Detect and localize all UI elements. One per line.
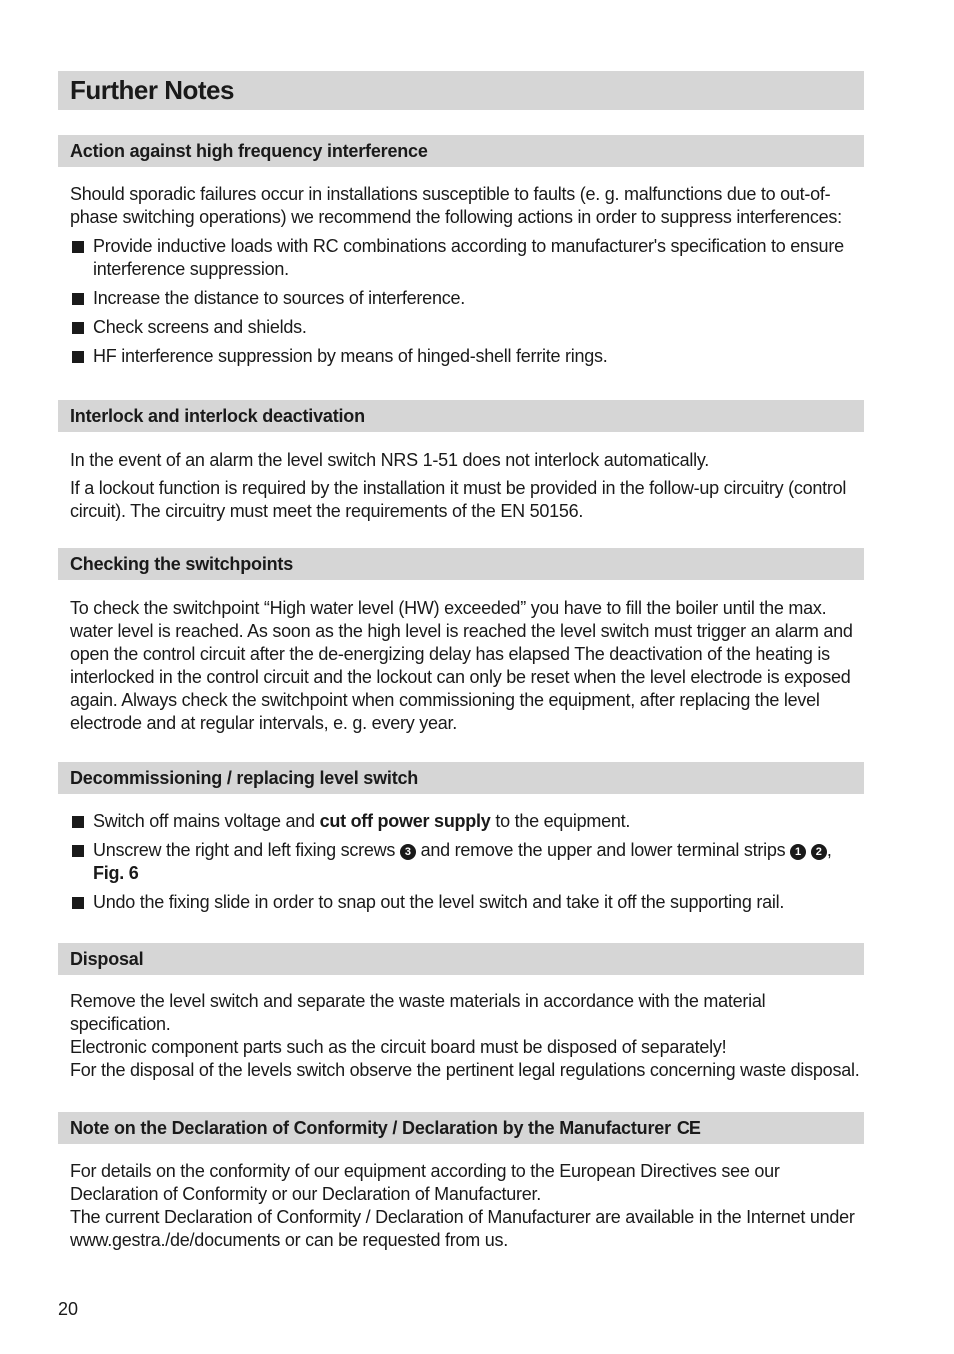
decommission-bullet-item xyxy=(70,810,860,833)
hf-bullet-item xyxy=(70,316,860,339)
disposal-paragraph-3: For the disposal of the levels switch observe the pertinent legal regulations concerning waste disposal. xyxy=(70,1060,860,1080)
disposal-paragraph-2: Electronic component parts such as the circuit board must be disposed of separately! xyxy=(70,1037,727,1057)
hf-bullet-item xyxy=(70,287,860,310)
hf-intro-paragraph: Should sporadic failures occur in installations susceptible to faults (e. g. malfunctions due to out-of-phase switching operations) we recommend the following actions in order to suppress interferences: xyxy=(70,184,842,227)
bullet-text: Switch off mains voltage and xyxy=(93,811,320,831)
decommission-bullet-item xyxy=(70,891,860,914)
section-heading-interlock: Interlock and interlock deactivation xyxy=(58,400,864,432)
conformity-paragraph-1: For details on the conformity of our equipment according to the European Directives see our Declaration of Conformity or our Declaration of Manufacturer. xyxy=(70,1161,780,1204)
item-number-3-icon: 3 xyxy=(400,844,416,860)
hf-bullet-item xyxy=(70,345,860,368)
square-bullet-icon xyxy=(72,845,84,857)
bullet-text: Undo the fixing slide in order to snap out the level switch and take it off the supporting rail. xyxy=(93,892,785,912)
section-body-switchpoints xyxy=(70,597,860,735)
section-body-disposal xyxy=(70,990,860,1082)
square-bullet-icon xyxy=(72,322,84,334)
figure-reference: Fig. 6 xyxy=(93,863,139,883)
bullet-text: Increase the distance to sources of interference. xyxy=(93,288,465,308)
square-bullet-icon xyxy=(72,816,84,828)
bullet-text: to the equipment. xyxy=(490,811,631,831)
decommission-bullet-item xyxy=(70,839,860,885)
conformity-paragraph-2: The current Declaration of Conformity / Declaration of Manufacturer are available in the Internet under www.gestra./de/documents or can be requested from us. xyxy=(70,1207,855,1250)
interlock-paragraph-2: If a lockout function is required by the installation it must be provided in the follow-up circuitry (control circuit). The circuitry must meet the requirements of the EN 50156. xyxy=(70,478,847,521)
interlock-paragraph-1: In the event of an alarm the level switch NRS 1-51 does not interlock automatically. xyxy=(70,450,709,470)
square-bullet-icon xyxy=(72,351,84,363)
section-body-conformity xyxy=(70,1160,860,1252)
bullet-text: , xyxy=(826,840,832,860)
section-heading-decommissioning: Decommissioning / replacing level switch xyxy=(58,762,864,794)
section-heading-conformity xyxy=(58,1112,864,1144)
bullet-text: Provide inductive loads with RC combinations according to manufacturer's specification to ensure interference suppression. xyxy=(93,236,844,279)
page-title: Further Notes xyxy=(58,71,864,110)
section-heading-switchpoints: Checking the switchpoints xyxy=(58,548,864,580)
square-bullet-icon xyxy=(72,897,84,909)
item-number-1-icon: 1 xyxy=(790,844,806,860)
section-heading-hf-interference: Action against high frequency interference xyxy=(58,135,864,167)
hf-bullet-item xyxy=(70,235,860,281)
ce-mark-icon: CE xyxy=(676,1118,700,1138)
square-bullet-icon xyxy=(72,241,84,253)
page-number: 20 xyxy=(58,1299,79,1319)
conformity-heading-text: Note on the Declaration of Conformity / Declaration by the Manufacturer xyxy=(70,1118,671,1138)
bold-emphasis: cut off power supply xyxy=(319,811,491,831)
bullet-text: Unscrew the right and left fixing screws xyxy=(93,840,400,860)
section-body-interlock xyxy=(70,449,860,523)
section-body-hf-interference xyxy=(70,183,860,374)
bullet-text: Check screens and shields. xyxy=(93,317,307,337)
square-bullet-icon xyxy=(72,293,84,305)
disposal-paragraph-1: Remove the level switch and separate the waste materials in accordance with the material specification. xyxy=(70,991,766,1034)
section-body-decommissioning xyxy=(70,810,860,920)
switchpoints-paragraph: To check the switchpoint “High water level (HW) exceeded” you have to fill the boiler until the max. water level is reached. As soon as the high level is reached the level switch must trigger an alarm and open the control circuit after the de-energizing delay has elapsed The deactivation of the heating is interlocked in the control circuit and the lockout can only be reset when the level electrode is exposed again. Always check the switchpoint when commissioning the equipment, after replacing the level electrode and at regular intervals, e. g. every year. xyxy=(70,598,853,733)
section-heading-disposal: Disposal xyxy=(58,943,864,975)
bullet-text: HF interference suppression by means of hinged-shell ferrite rings. xyxy=(93,346,608,366)
item-number-2-icon: 2 xyxy=(811,844,827,860)
bullet-text: and remove the upper and lower terminal strips xyxy=(415,840,791,860)
